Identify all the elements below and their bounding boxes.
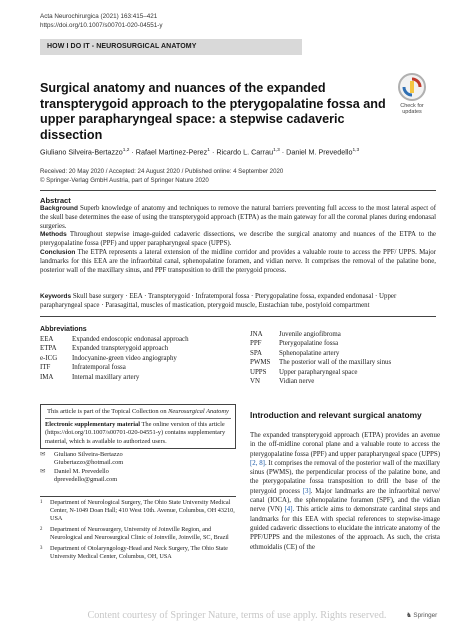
topical-collection-box [40, 404, 236, 449]
journal-name: Acta Neurochirurgica (2021) 163:415–421 [40, 13, 158, 20]
abbr-def: Upper parapharyngeal space [279, 368, 358, 376]
affiliation-number: 3 [40, 546, 43, 551]
intro-text: . Major landmarks are the infraorbital nerve/ canal (IOCA), the sphenopalatine foramen (SPF), and the vidian nerve (VN) [250, 487, 440, 514]
abbr-def: Expanded transpterygoid approach [72, 345, 169, 353]
abbr-term: IMA [40, 373, 54, 381]
abbr-row [40, 363, 189, 372]
abbr-def: Expanded endoscopic endonasal approach [72, 336, 189, 343]
springer-label: Springer [413, 612, 438, 619]
author-affil: 1,3 [352, 148, 360, 153]
abbr-row [250, 330, 391, 339]
abbr-row [250, 339, 391, 348]
affiliation-text: Department of Neurological Surgery, The Ohio State University Medical Center, N-1049 Doan Hall; 410 West 10th. Avenue, Columbus, OH 43210, USA [50, 499, 235, 522]
section-banner: HOW I DO IT - NEUROSURGICAL ANATOMY [40, 39, 302, 55]
abbr-def: Internal maxillary artery [72, 373, 140, 381]
abbr-def: Sphenopalatine artery [279, 349, 340, 357]
abbr-term: EEA [40, 336, 54, 343]
contact-entry [40, 468, 123, 484]
abbr-term: UPPS [250, 368, 267, 376]
abbr-term: ITF [40, 364, 51, 372]
check-for-updates-label [392, 103, 432, 115]
author-list: Giuliano Silveira-Bertazzo$^{1,2}$ · Rafael Martinez-Perez$^1$ · Ricardo L. Carrau$^{1,3}$ · Daniel M. Prevedello$^{1,3}$ [40, 147, 360, 157]
abstract-label: Methods [40, 231, 67, 239]
keywords-label: Keywords [40, 293, 72, 300]
section-heading: Introduction and relevant surgical anatomy [250, 410, 422, 420]
affiliation-number: 1 [40, 500, 43, 505]
envelope-icon: ✉ [40, 468, 46, 475]
abbr-term: e-ICG [40, 354, 58, 362]
dates-line: Received: 20 May 2020 / Accepted: 24 August 2020 / Published online: 4 September 2020 [40, 168, 284, 175]
author-affil: 1,3 [273, 148, 280, 153]
contact-email[interactable]: Giubertazzo@hotmail.com [54, 459, 124, 466]
footer-watermark: Content courtesy of Springer Nature, terms of use apply. Rights reserved. [87, 610, 387, 621]
abbreviations-right [250, 330, 391, 386]
abbr-def: Pterygopalatine fossa [279, 340, 339, 348]
supp-label: Electronic supplementary material [45, 421, 141, 429]
affiliations [40, 499, 236, 564]
author-name[interactable]: Ricardo L. Carrau [216, 147, 274, 157]
abbr-def: Infratemporal fossa [72, 364, 126, 372]
abbreviations-heading: Abbreviations [40, 326, 87, 333]
check-for-updates-badge[interactable] [392, 73, 432, 123]
publication-dates [40, 168, 283, 185]
divider [40, 496, 236, 497]
abbr-def: Juvenile angiofibroma [279, 331, 341, 338]
abstract-heading: Abstract [40, 196, 71, 205]
abbr-row [250, 377, 391, 386]
abstract-methods: Throughout stepwise image-guided cadaveric dissections, we describe the surgical anatomy and nuances of the ETPA to the pterygopalatine fossa (PPF) and upper parapharyngeal space (UPPS). [40, 231, 436, 248]
author-name[interactable]: Rafael Martinez-Perez [135, 147, 208, 157]
abstract-background: Superb knowledge of anatomy and techniques to remove the natural barriers preventing full access to the most lateral aspect of the skull base determines the ease of using the transpterygoid approach (ETPA) as the main gateway for all the coronal planes during endonasal surgeries. [40, 205, 436, 230]
abstract-conclusion: The ETPA represents a lateral extension of the midline corridor and provides a valuable route to access the PPF/ UPPS. Major landmarks for this EEA are the infraorbital canal, sphenopalatine foramen, and vidian nerve. It comprises the removal of the palatine bone, posterior wall of the maxillary sinus, and PPF transposition to drill the pterygoid process. [40, 248, 436, 274]
supplementary-note [45, 421, 231, 446]
abbr-term: JNA [250, 331, 263, 338]
contact-email[interactable]: dprevedello@gmail.com [54, 476, 118, 483]
topic-name[interactable]: Neurosurgical Anatomy [168, 408, 229, 415]
abbr-def: Vidian nerve [279, 378, 315, 386]
contact-name: Daniel M. Prevedello [54, 468, 109, 475]
abbr-row [250, 368, 391, 377]
abbr-row [250, 349, 391, 358]
citation-link[interactable]: [2, 8] [250, 459, 265, 467]
author-name[interactable]: Daniel M. Prevedello [286, 147, 353, 157]
abstract-label: Conclusion [40, 248, 76, 256]
journal-header [40, 12, 163, 30]
divider [40, 190, 436, 191]
abbr-row [40, 373, 189, 382]
affiliation [40, 499, 236, 523]
affiliation [40, 545, 236, 561]
affiliation-text: Department of Otolaryngology-Head and Neck Surgery, The Ohio State University Medical Center, Columbus, OH, USA [50, 545, 228, 560]
abbr-term: PPF [250, 340, 262, 348]
author-name[interactable]: Giuliano Silveira-Bertazzo [40, 147, 123, 157]
divider [40, 316, 436, 317]
citation-link[interactable]: [3] [302, 487, 311, 495]
abbr-row [250, 358, 391, 367]
copyright-line: © Springer-Verlag GmbH Austria, part of Springer Nature 2020 [40, 176, 209, 184]
author-affil: 1 [207, 148, 210, 153]
affiliation-text: Department of Neurosurgery, University of Joinville Region, and Neurological and Neurosurgical Clinic of Joinville, Joinville, SC, Brazil [50, 526, 229, 541]
abbreviations-left [40, 335, 189, 382]
abbr-row [40, 335, 189, 344]
springer-horse-icon: ♞ [406, 612, 412, 619]
correspondence [40, 451, 123, 485]
abbr-term: PWMS [250, 359, 271, 367]
affiliation [40, 526, 236, 542]
contact-name: Giuliano Silveira-Bertazzo [54, 451, 123, 458]
intro-text: The expanded transpterygoid approach (ETPA) provides an avenue in the off-midline coronal plane and a valuable route to access the pterygopalatine fossa (PPF) and upper parapharyngeal space (UPPS) [250, 432, 440, 458]
abbr-row [40, 344, 189, 353]
contact-entry [40, 451, 123, 467]
affiliation-number: 2 [40, 527, 43, 532]
abstract-body [40, 205, 436, 275]
keywords-text: Skull base surgery · EEA · Transpterygoid · Infratemporal fossa · Pterygopalatine fossa, expanded endonasal · Upper parapharyngeal space · Parasagittal, muscles of mastication, pterygoid muscle, Eustachian tube, postyloid compartment [40, 293, 397, 309]
envelope-icon: ✉ [40, 451, 46, 458]
check-for-updates-icon [398, 73, 426, 101]
journal-doi[interactable]: https://doi.org/10.1007/s00701-020-04551-y [40, 22, 163, 29]
keywords [40, 292, 436, 310]
topic-prefix: This article is part of the Topical Collection on [47, 408, 169, 415]
intro-text: . It comprises the removal of the posterior wall of the maxillary sinus (PWMS), the perpendicular process of the palatine bone, and the pterygopalatine fossa transposition to drill the base of the pterygoid process [250, 459, 440, 495]
intro-text: . This article aims to demonstrate cardinal steps and landmarks for this EEA with special references to stepwise-image guided cadaveric dissections to elucidate the intricate anatomy of the PPF/UPPS and the milestones of the approach. As such, the crista ethmoidalis (CE) of the [250, 506, 441, 551]
abstract-label: Background [40, 205, 78, 212]
abbr-def: Indocyanine-green video angiography [72, 354, 177, 362]
abbr-term: SPA [250, 349, 263, 357]
check-line2: updates [402, 109, 422, 115]
abbr-row [40, 354, 189, 363]
intro-paragraph [250, 431, 440, 552]
abbr-term: ETPA [40, 345, 57, 353]
citation-link[interactable]: [4] [284, 506, 293, 514]
supp-text: The online version of this article (https://doi.org/10.1007/s00701-020-04551-y) contains supplementary material, which is available to authorized users. [45, 421, 226, 445]
article-title: Surgical anatomy and nuances of the expanded transpterygoid approach to the pterygopalatine fossa and upper parapharyngeal space: a stepwise cadaveric dissection [40, 81, 386, 142]
check-line1: Check for [400, 103, 424, 109]
abbr-term: VN [250, 378, 260, 386]
abbr-def: The posterior wall of the maxillary sinus [279, 359, 392, 367]
author-affil: 1,2 [122, 148, 130, 153]
topical-collection [45, 408, 231, 419]
